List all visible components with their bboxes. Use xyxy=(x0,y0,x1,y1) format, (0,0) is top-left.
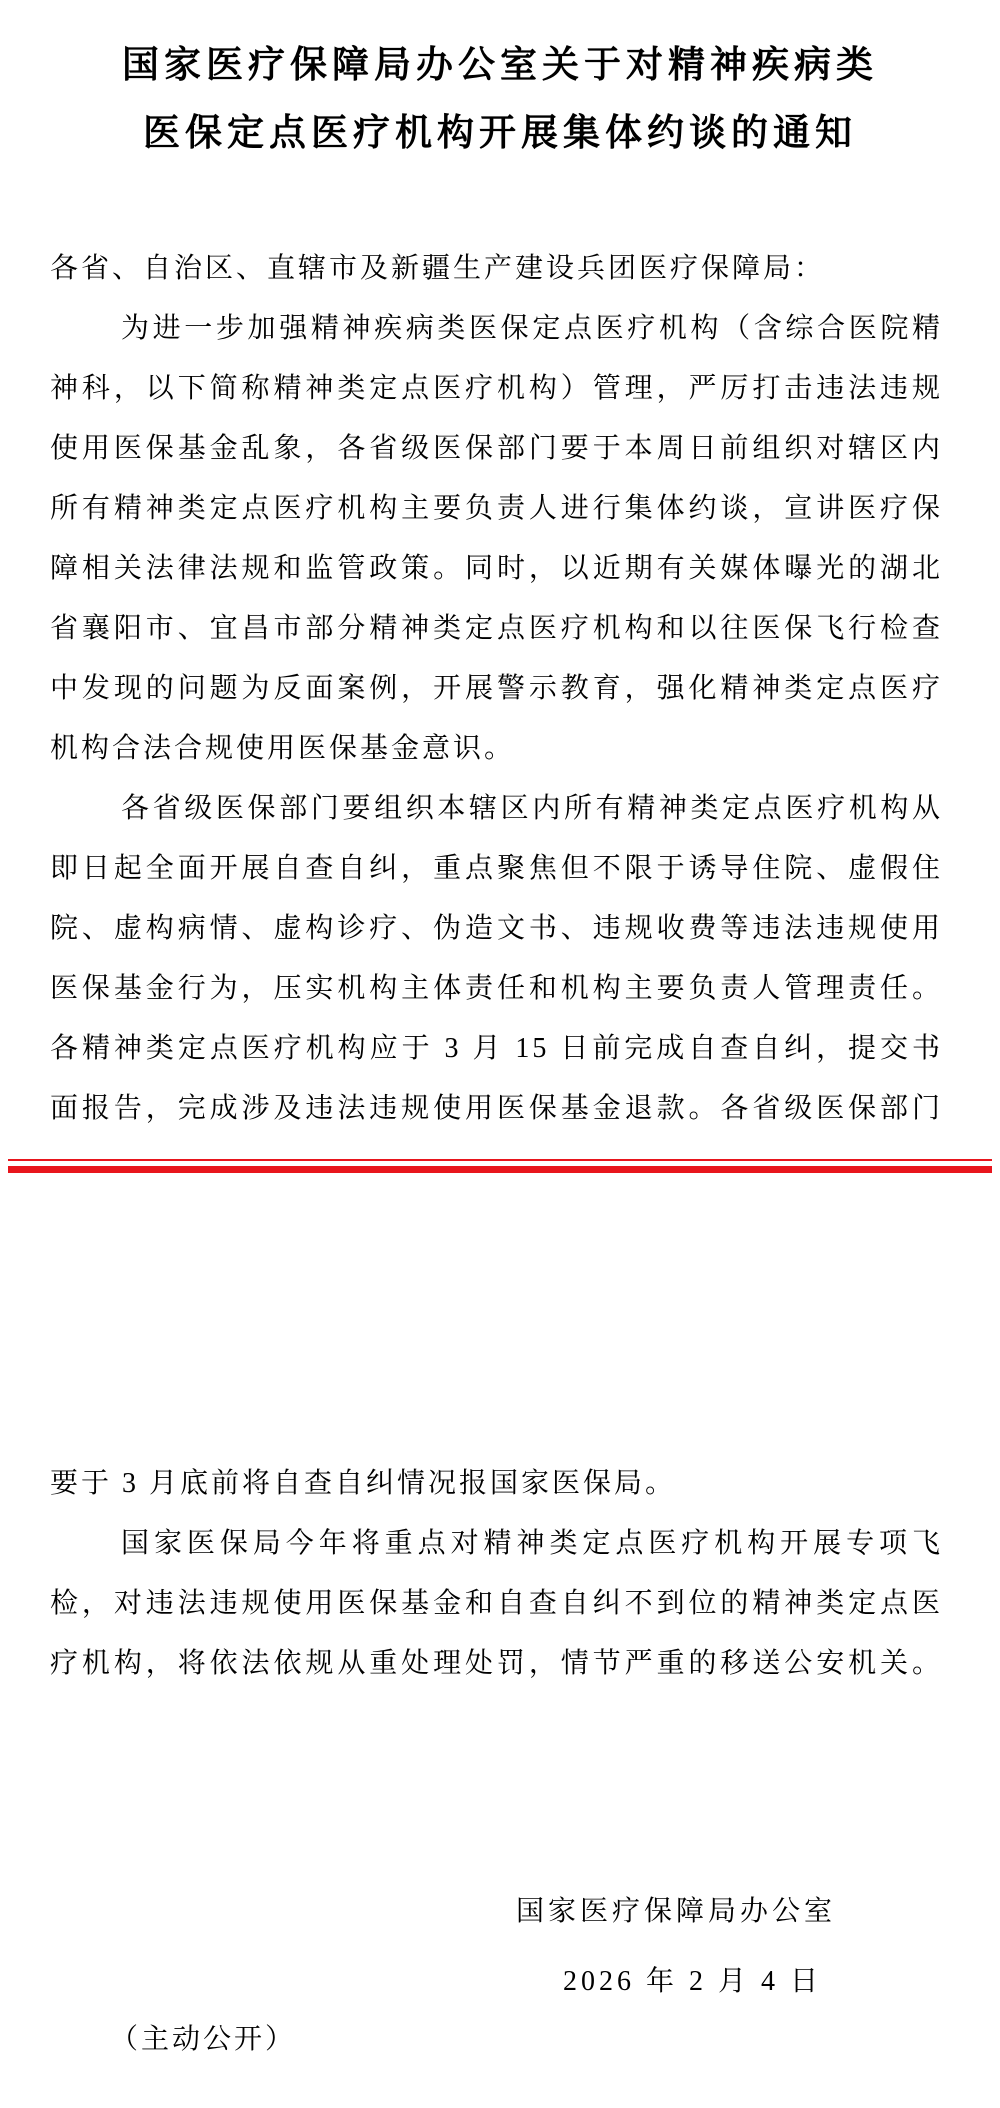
body-line: 各精神类定点医疗机构应于 3 月 15 日前完成自查自纠，提交书 xyxy=(50,1033,943,1064)
body-line: 为进一步加强精神疾病类医保定点医疗机构（含综合医院精 xyxy=(121,313,943,344)
body-line: 医保基金行为，压实机构主体责任和机构主要负责人管理责任。 xyxy=(50,973,943,1004)
body-line: 神科，以下简称精神类定点医疗机构）管理，严厉打击违法违规 xyxy=(50,373,943,404)
body-line: 要于 3 月底前将自查自纠情况报国家医保局。 xyxy=(50,1468,677,1499)
body-line: 各省级医保部门要组织本辖区内所有精神类定点医疗机构从 xyxy=(121,793,943,824)
red-divider-thick-line xyxy=(8,1166,992,1173)
body-line: 国家医保局今年将重点对精神类定点医疗机构开展专项飞 xyxy=(121,1528,943,1559)
body-line: 院、虚构病情、虚构诊疗、伪造文书、违规收费等违法违规使用 xyxy=(50,913,943,944)
body-line: 即日起全面开展自查自纠，重点聚焦但不限于诱导住院、虚假住 xyxy=(50,853,943,884)
body-line: 省襄阳市、宜昌市部分精神类定点医疗机构和以往医保飞行检查 xyxy=(50,613,943,644)
signature-issuer: 国家医疗保障局办公室 xyxy=(516,1896,837,1927)
disclosure-note: （主动公开） xyxy=(110,2024,297,2055)
red-divider-thin-line xyxy=(8,1159,992,1161)
body-line: 检，对违法违规使用医保基金和自查自纠不到位的精神类定点医 xyxy=(50,1588,943,1619)
salutation-line: 各省、自治区、直辖市及新疆生产建设兵团医疗保障局： xyxy=(50,253,826,284)
notice-title xyxy=(0,32,1000,168)
body-line: 机构合法合规使用医保基金意识。 xyxy=(50,733,516,764)
body-line: 使用医保基金乱象，各省级医保部门要于本周日前组织对辖区内 xyxy=(50,433,943,464)
notice-title-line-2: 医保定点医疗机构开展集体约谈的通知 xyxy=(143,113,857,154)
body-line: 障相关法律法规和监管政策。同时，以近期有关媒体曝光的湖北 xyxy=(50,553,943,584)
body-line: 所有精神类定点医疗机构主要负责人进行集体约谈，宣讲医疗保 xyxy=(50,493,943,524)
body-block-2 xyxy=(50,1454,943,1694)
signature-date: 2026 年 2 月 4 日 xyxy=(563,1966,823,1997)
body-line: 面报告，完成涉及违法违规使用医保基金退款。各省级医保部门 xyxy=(50,1093,943,1124)
body-block-1 xyxy=(50,239,943,1139)
body-line: 疗机构，将依法依规从重处理处罚，情节严重的移送公安机关。 xyxy=(50,1648,943,1679)
body-line: 中发现的问题为反面案例，开展警示教育，强化精神类定点医疗 xyxy=(50,673,943,704)
notice-title-line-1: 国家医疗保障局办公室关于对精神疾病类 xyxy=(122,45,878,86)
